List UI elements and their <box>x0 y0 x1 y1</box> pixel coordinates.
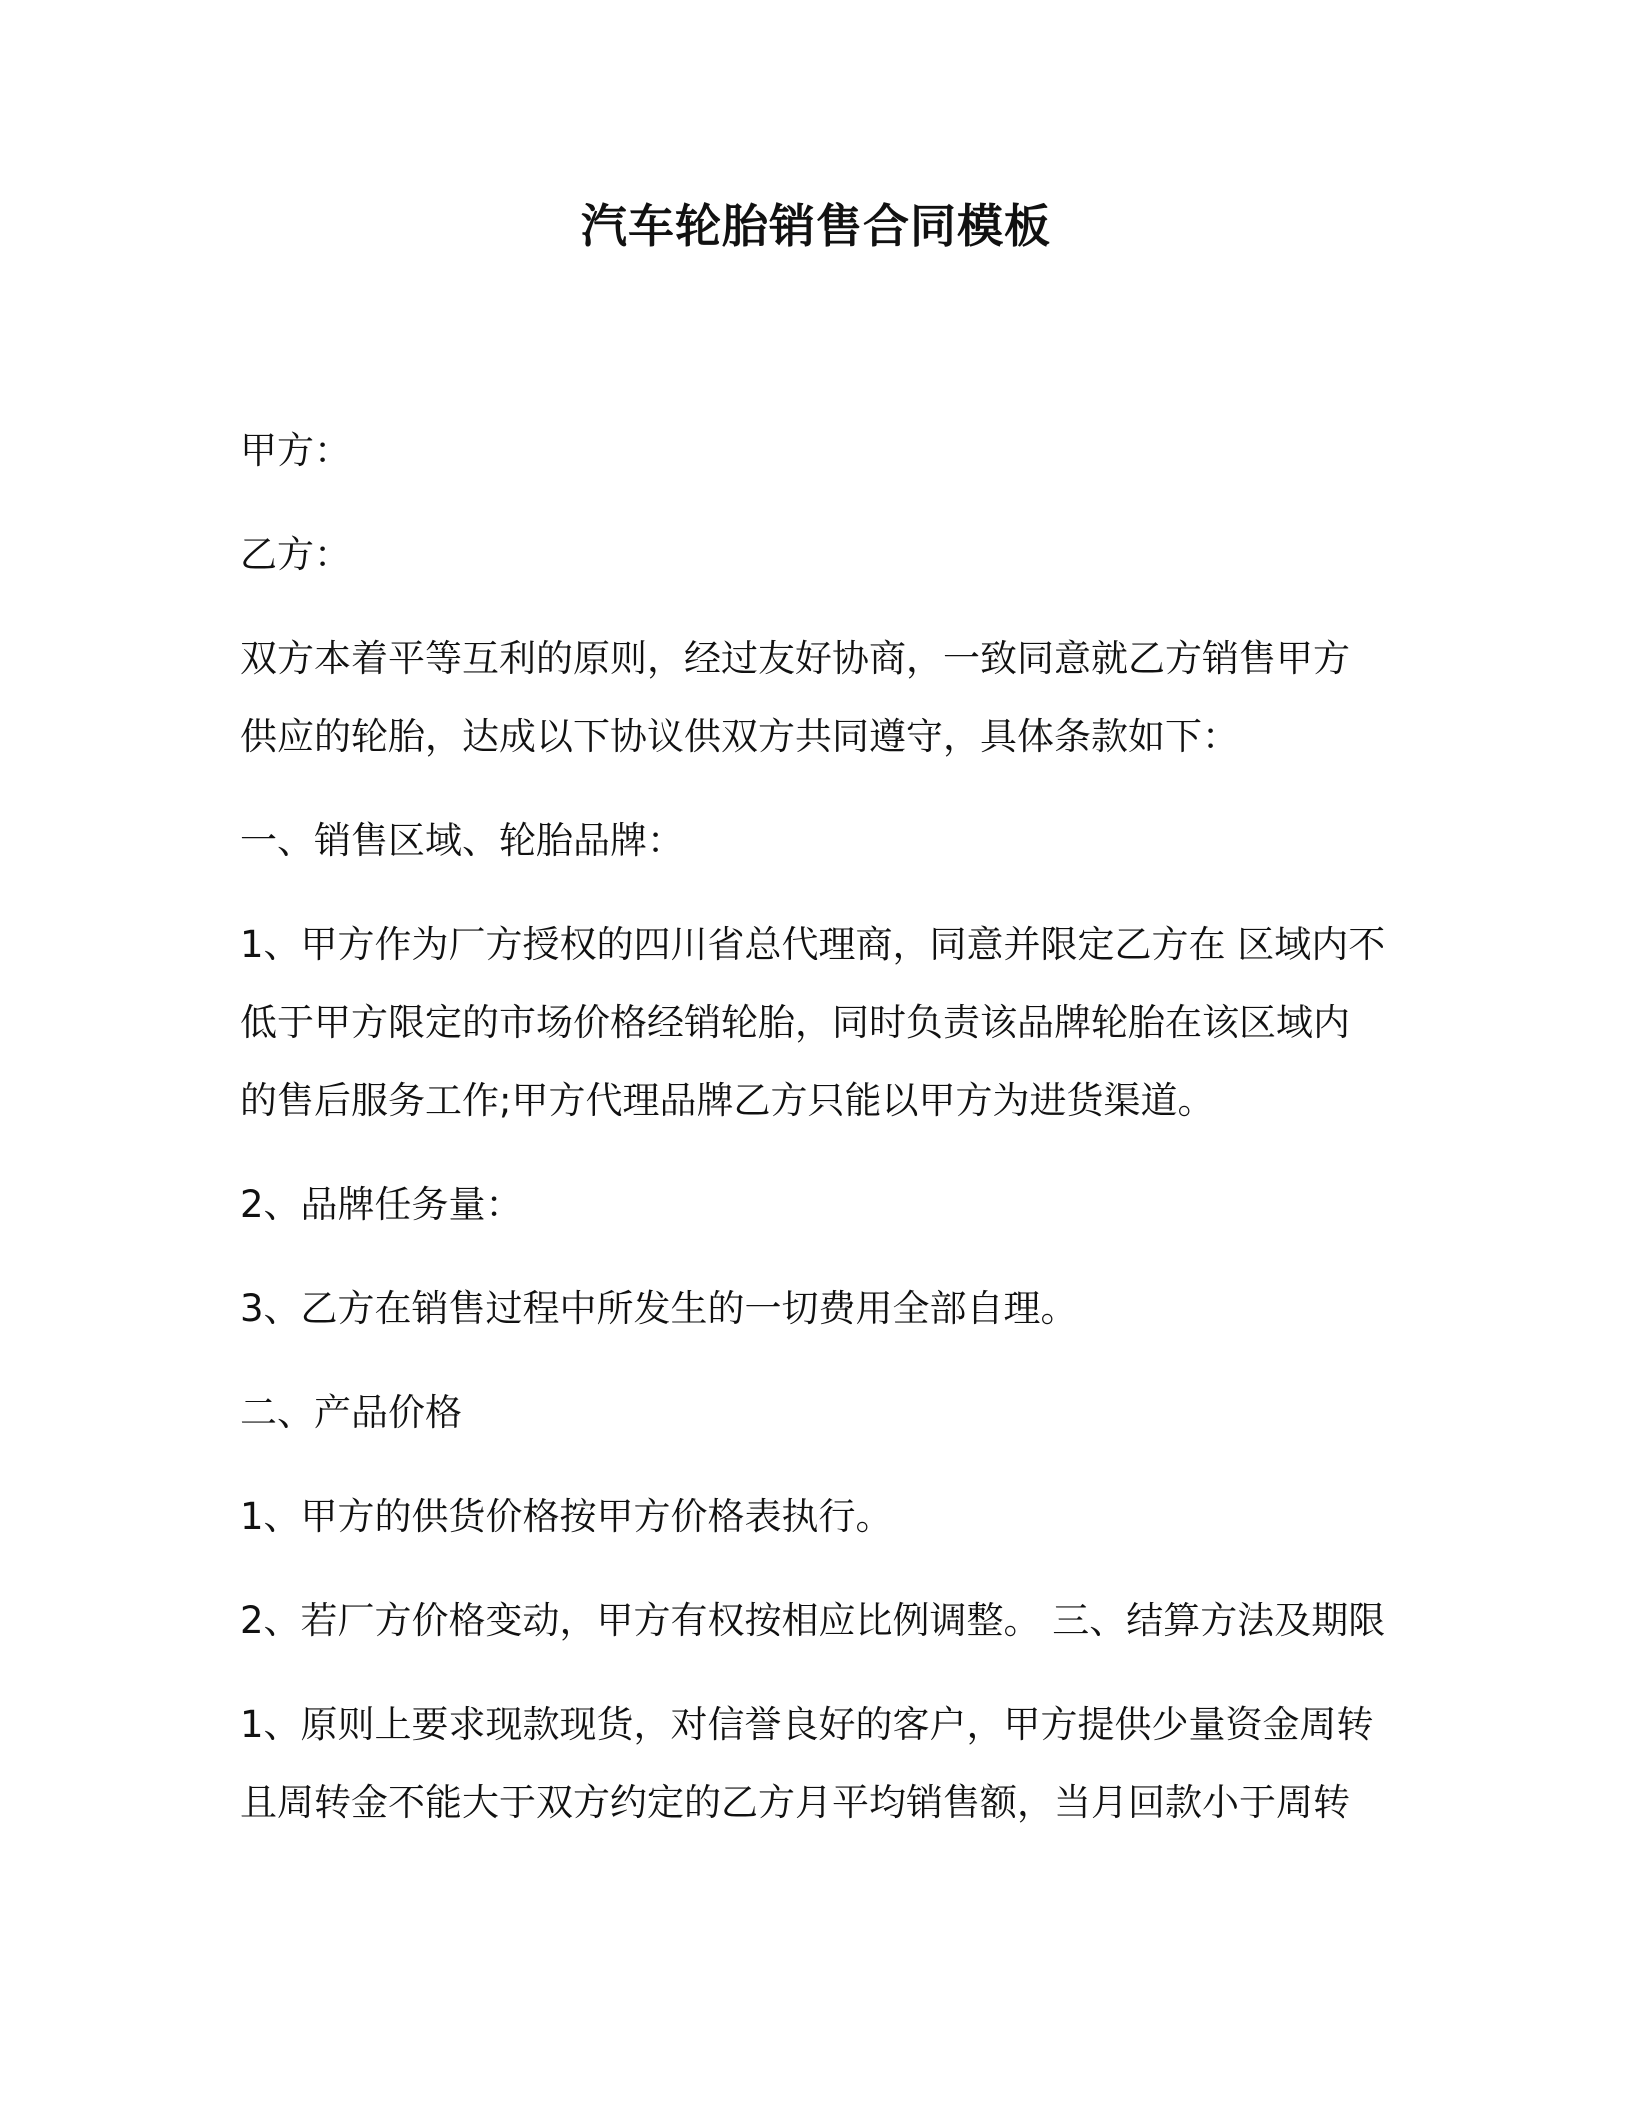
section-heading-2 <box>240 1374 1400 1452</box>
document-body <box>240 412 1400 1868</box>
party-b-line <box>240 516 1400 594</box>
clause-2-2 <box>240 1582 1400 1660</box>
text-line: 2、若厂方价格变动，甲方有权按相应比例调整。 三、结算方法及期限 <box>240 1599 1386 1642</box>
text-line: 3、乙方在销售过程中所发生的一切费用全部自理。 <box>240 1287 1078 1330</box>
text-line: 一、销售区域、轮胎品牌： <box>240 819 684 862</box>
text-line: 供应的轮胎，达成以下协议供双方共同遵守，具体条款如下： <box>240 715 1239 758</box>
clause-2-1 <box>240 1478 1400 1556</box>
clause-1-2 <box>240 1166 1400 1244</box>
text-line: 乙方： <box>240 533 351 576</box>
text-line: 1、甲方作为厂方授权的四川省总代理商，同意并限定乙方在 区域内不 <box>240 923 1386 966</box>
text-line: 的售后服务工作;甲方代理品牌乙方只能以甲方为进货渠道。 <box>240 1079 1215 1122</box>
text-line: 双方本着平等互利的原则，经过友好协商，一致同意就乙方销售甲方 <box>240 637 1350 680</box>
text-line: 且周转金不能大于双方约定的乙方月平均销售额，当月回款小于周转 <box>240 1781 1350 1824</box>
clause-1-1 <box>240 906 1400 1140</box>
text-line: 二、产品价格 <box>240 1391 462 1434</box>
text-line: 甲方： <box>240 429 351 472</box>
text-line: 2、品牌任务量： <box>240 1183 523 1226</box>
party-a-line <box>240 412 1400 490</box>
text-line: 1、原则上要求现款现货，对信誉良好的客户，甲方提供少量资金周转 <box>240 1703 1374 1746</box>
section-heading-1 <box>240 802 1400 880</box>
document-title: 汽车轮胎销售合同模板 <box>581 199 1051 253</box>
clause-3-1 <box>240 1686 1400 1842</box>
text-line: 低于甲方限定的市场价格经销轮胎，同时负责该品牌轮胎在该区域内 <box>240 1001 1350 1044</box>
text-line: 1、甲方的供货价格按甲方价格表执行。 <box>240 1495 893 1538</box>
preamble-paragraph <box>240 620 1400 776</box>
clause-1-3 <box>240 1270 1400 1348</box>
